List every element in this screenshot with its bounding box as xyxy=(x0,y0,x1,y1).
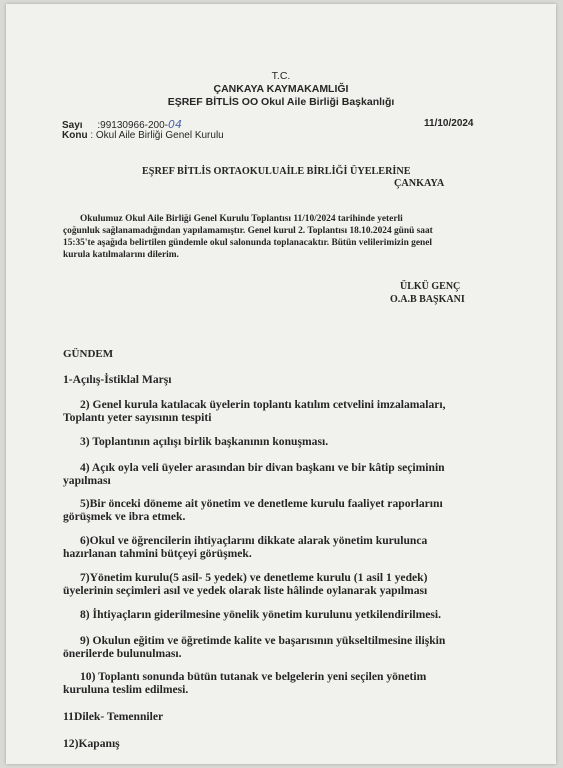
agenda-item xyxy=(63,670,539,696)
agenda-item-text-cont: görüşmek ve ibra etmek. xyxy=(63,510,186,523)
agenda-item-text: 6)Okul ve öğrencilerin ihtiyaçlarını dikkate alarak yönetim kurulunca xyxy=(80,534,428,547)
agenda-item xyxy=(63,737,539,750)
sayi-value: :99130966-200- xyxy=(97,120,168,131)
body-line3: 15:35'te aşağıda belirtilen gündemle okul salonunda toplanacaktır. Bütün velilerimizin genel xyxy=(63,238,432,248)
agenda-item-text-cont: hazırlanan tahmini bütçeyi görüşmek. xyxy=(63,547,252,560)
agenda-item-text: 10) Toplantı sonunda bütün tutanak ve belgelerin yeni seçilen yönetim xyxy=(80,670,427,683)
agenda-item xyxy=(63,497,539,523)
agenda-item-text: 1-Açılış-İstiklal Marşı xyxy=(63,373,172,386)
agenda-item-text: 3) Toplantının açılışı birlik başkanının konuşması. xyxy=(80,435,329,448)
agenda-item-text: 7)Yönetim kurulu(5 asil- 5 yedek) ve denetleme kurulu (1 asil 1 yedek) xyxy=(80,571,428,584)
agenda-item xyxy=(63,608,539,621)
agenda-title: GÜNDEM xyxy=(63,348,114,360)
agenda-item xyxy=(63,435,539,448)
body-line1: Okulumuz Okul Aile Birliği Genel Kurulu Toplantısı 11/10/2024 tarihinde yeterli xyxy=(80,214,403,224)
agenda-item-text: 8) İhtiyaçların giderilmesine yönelik yönetim kurulunu yetkilendirilmesi. xyxy=(80,608,442,621)
sayi-label: Sayı xyxy=(62,120,83,131)
agenda-item xyxy=(63,398,539,424)
signatory-name: ÜLKÜ GENÇ xyxy=(400,281,461,292)
sayi-handwritten-number: 04 xyxy=(167,118,182,131)
konu-line xyxy=(62,130,224,141)
agenda-item-text: 2) Genel kurula katılacak üyelerin toplantı katılım cetvelini imzalamaları, xyxy=(80,398,446,411)
agenda-item-text: 9) Okulun eğitim ve öğretimde kalite ve başarısının yükseltilmesine ilişkin xyxy=(80,634,446,647)
agenda-item-text: 11Dilek- Temenniler xyxy=(63,710,164,723)
agenda-item-text-cont: yapılması xyxy=(63,474,111,487)
document-date: 11/10/2024 xyxy=(424,118,474,129)
body-line4: kurula katılmalarını dilerim. xyxy=(63,250,179,260)
signatory-title: O.A.B BAŞKANI xyxy=(390,294,465,305)
agenda-item xyxy=(63,373,539,386)
addressee-line2: ÇANKAYA xyxy=(394,178,445,189)
agenda-item xyxy=(63,710,539,723)
header-birlik: EŞREF BİTLİS OO Okul Aile Birliği Başkanlığı xyxy=(167,96,395,108)
konu-label: Konu xyxy=(62,130,88,141)
body-line2: çoğunluk sağlanamadığından yapılamamıştır. Genel kurul 2. Toplantısı 18.10.2024 günü saat xyxy=(63,226,433,236)
addressee-line1: EŞREF BİTLİS ORTAOKULUAİLE BİRLİĞİ ÜYELERİNE xyxy=(142,166,411,177)
header-kaymakamlik: ÇANKAYA KAYMAKAMLIĞI xyxy=(213,83,349,95)
agenda-item-text: 12)Kapanış xyxy=(63,737,120,750)
document-page xyxy=(6,4,556,764)
agenda-item-text-cont: üyelerinin seçimleri asıl ve yedek olarak liste hâlinde oylanarak yapılması xyxy=(63,584,428,597)
agenda-item xyxy=(63,461,539,487)
agenda-item xyxy=(63,634,539,660)
konu-value: : Okul Aile Birliği Genel Kurulu xyxy=(90,130,224,141)
header-tc: T.C. xyxy=(271,70,291,82)
agenda-item xyxy=(63,534,539,560)
agenda-item-text: 4) Açık oyla veli üyeler arasından bir divan başkanı ve bir kâtip seçiminin xyxy=(80,461,445,474)
agenda-item-text-cont: kuruluna teslim edilmesi. xyxy=(63,683,189,696)
agenda-item xyxy=(63,571,539,597)
agenda-item-text-cont: Toplantı yeter sayısının tespiti xyxy=(63,411,212,424)
agenda-item-text: 5)Bir önceki döneme ait yönetim ve denetleme kurulu faaliyet raporlarını xyxy=(80,497,443,510)
agenda-item-text-cont: önerilerde bulunulması. xyxy=(63,647,182,660)
